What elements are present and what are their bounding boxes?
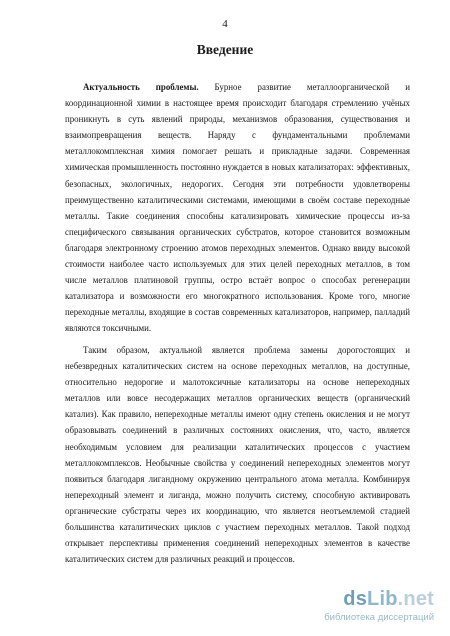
dslib-watermark — [316, 588, 436, 628]
paragraph-conclusion — [65, 342, 410, 567]
paragraph-text: Таким образом, актуальной является проблема замены дорогостоящих и небезвредных каталитических систем на основе переходных металлов, на доступные, относительно недорогие и малотоксичные катализаторы на основе непереходных металлов или вовсе несодержащих металлов органических веществ (органический катализ). Как правило, непереходные металлы имеют одну степень окисления и не могут образовывать соединений в различных состояниях окисления, что, часто, является необходимым условием для реализации каталитических процессов с участием металлокомплексов. Необычные свойства у соединений непереходных элементов могут появиться благодаря лигандному окружению центрального атома металла. Комбинируя непереходный элемент и лиганда, можно получить систему, способную активировать органические субстраты через их координацию, что является неотъемлемой стадией большинства каталитических циклов с участием переходных металлов. Такой подход открывает перспективы применения соединений непереходных элементов в качестве каталитических систем для различных реакций и процессов. — [65, 345, 410, 565]
paragraph-text: Бурное развитие металлоорганической и координационной химии в настоящее время происходит благодаря стремлению учёных проникнуть в суть явлений природы, механизмов образования, существования и взаимопревращения веществ. Наряду с фундаментальными проблемами металлокомплексная химия помогает решать и прикладные задачи. Современная химическая промышленность постоянно нуждается в новых катализаторах: эффективных, безопасных, экологичных, недорогих. Сегодня эти потребности удовлетворены преимущественно каталитическими системами, имеющими в своём составе переходные металлы. Такие соединения способны катализировать химические процессы из-за специфического связывания органических субстратов, которое становится возможным благодаря электронному строению атомов переходных элементов. Однако ввиду высокой стоимости наиболее часто используемых для этих целей переходных металлов, в том числе металлов платиновой группы, остро встаёт вопрос о способах регенерации катализатора и возможности его многократного использования. Кроме того, многие переходные металлы, входящие в состав современных катализаторов, например, палладий являются токсичными. — [65, 82, 410, 334]
page-number: 4 — [222, 18, 228, 30]
page-title: Введение — [196, 42, 254, 57]
watermark-subtitle: библиотека диссертаций — [324, 612, 434, 623]
paragraph-lead: Актуальность проблемы. — [83, 82, 199, 92]
dslib-logo: dsLib.net — [343, 588, 434, 610]
paragraph-relevance — [65, 79, 410, 337]
